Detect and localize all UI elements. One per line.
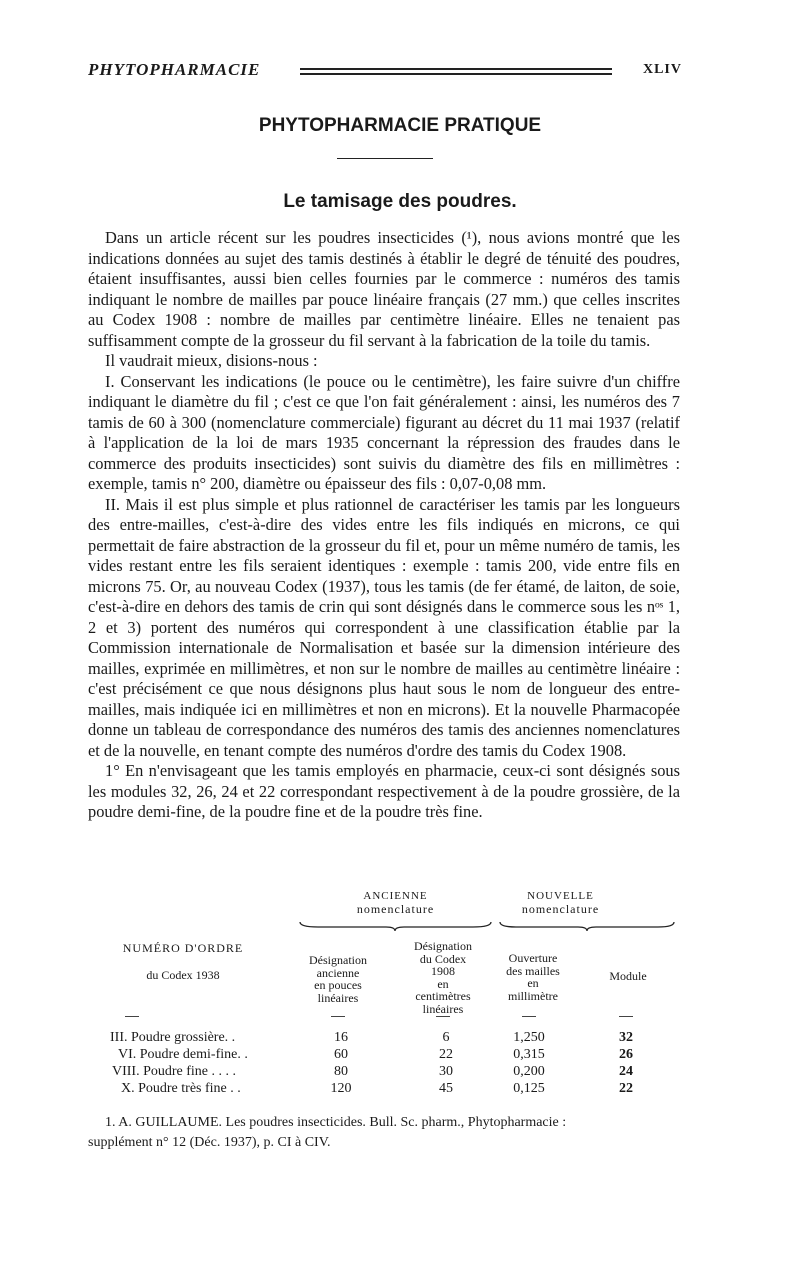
cell-ouverture: 0,200: [513, 1064, 545, 1079]
row-label: III. Poudre grossière. .: [110, 1030, 236, 1045]
row-label: X. Poudre très fine . .: [121, 1081, 241, 1096]
column-dash: [331, 1016, 345, 1017]
paragraph-point-one: I. Conservant les indications (le pouce ou le centimètre), les faire suivre d'un chiffre indiquant le diamètre du fil ; c'est ce que l'on fait généralement : ainsi, les numéros des 7 tamis de 60 à 300 (nomenclature commerciale) figurant au décret du 11 mai 1937 (relatif à l'application de la loi de mars 1935 concernant la répression des fraudes dans le commerce des produits insecticides) sont suivis du diamètre des fils en millimètres : exemple, tamis n° 200, diamètre ou épaisseur des fils : 0,07-0,08 mm.: [88, 371, 680, 493]
running-header: [88, 60, 682, 84]
column-dash: [436, 1016, 450, 1017]
column-dash: [125, 1016, 139, 1017]
brace-nouvelle: [498, 920, 676, 932]
cell-module: 26: [619, 1047, 633, 1062]
cell-codex: 6: [442, 1030, 450, 1045]
footnote: [88, 1113, 680, 1153]
cell-codex: 22: [439, 1047, 453, 1062]
article-body: [88, 228, 680, 823]
column-header-numero-ordre: NUMÉRO D'ORDRE du Codex 1938: [122, 941, 244, 982]
table-row: [88, 1081, 680, 1098]
paragraph-modules: 1° En n'envisageant que les tamis employés en pharmacie, ceux-ci sont désignés sous les modules 32, 26, 24 et 22 correspondant respectivement à de la poudre grossière, de la poudre demi-fine, de la poudre fine et de la poudre très fine.: [88, 761, 680, 821]
group-header-ancienne: ANCIENNE nomenclature: [356, 890, 435, 916]
row-label: VIII. Poudre fine . . . .: [112, 1064, 237, 1079]
cell-module: 24: [619, 1064, 633, 1079]
cell-module: 22: [619, 1081, 633, 1096]
brace-ancienne: [298, 920, 493, 932]
article-subtitle: Le tamisage des poudres.: [283, 191, 517, 212]
header-double-rule: [300, 68, 612, 75]
column-dash: [522, 1016, 536, 1017]
cell-pouces: 120: [330, 1081, 352, 1096]
cell-codex: 30: [439, 1064, 453, 1079]
cell-pouces: 80: [334, 1064, 348, 1079]
paragraph-proposal: Il vaudrait mieux, disions-nous :: [105, 351, 318, 370]
cell-module: 32: [619, 1030, 633, 1045]
group-header-nouvelle: NOUVELLE nomenclature: [521, 890, 600, 916]
footnote-line: 1. A. GUILLAUME. Les poudres insecticides. Bull. Sc. pharm., Phytopharmacie :: [105, 1115, 567, 1130]
column-header-codex: Désignation du Codex 1908 en centimètres linéaires: [414, 939, 472, 1016]
paragraph-point-two: II. Mais il est plus simple et plus rationnel de caractériser les tamis par les longueurs des entre-mailles, c'est-à-dire des vides entre les fils indiqués en microns, ce qui permettait de faire abstraction de la grosseur du fil et, pour un même numéro de tamis, les vides restant entre les fils seraient identiques : exemple : tamis 200, vide entre fils en microns 75. Or, au nouveau Codex (1937), tous les tamis (de fer étamé, de laiton, de soie, c'est-à-dire en dehors des tamis de crin qui sont désignés dans le commerce sous les nᵒˢ 1, 2 et 3) portent des numéros qui correspondent à une classification établie par la Commission internationale de Normalisation et basée sur la dimension intérieure des mailles, exprimée en millimètres, et non sur le nombre de mailles au centimètre linéaire : c'est précisément ce que nous désignons plus haut sous le nom de longueur des entre-mailles, mais indiquée ici en millimètres et non en microns). Et la nouvelle Pharmacopée donne un tableau de correspondance des numéros des tamis des anciennes nomenclatures et de la nouvelle, en tenant compte des numéros d'ordre des tamis du Codex 1908.: [88, 494, 680, 760]
cell-ouverture: 0,125: [513, 1081, 545, 1096]
column-header-module: Module: [609, 969, 647, 983]
cell-pouces: 16: [334, 1030, 348, 1045]
table-row: [88, 1030, 680, 1047]
cell-pouces: 60: [334, 1047, 348, 1062]
cell-codex: 45: [439, 1081, 453, 1096]
column-dash: [619, 1016, 633, 1017]
footnote-line: supplément n° 12 (Déc. 1937), p. CI à CIV.: [88, 1135, 331, 1150]
running-header-title: PHYTOPHARMACIE: [88, 60, 261, 79]
table-row: [88, 1047, 680, 1064]
title-divider: [337, 158, 433, 159]
table-row: [88, 1064, 680, 1081]
page-title: PHYTOPHARMACIE PRATIQUE: [258, 115, 542, 136]
cell-ouverture: 1,250: [513, 1030, 545, 1045]
cell-ouverture: 0,315: [513, 1047, 545, 1062]
page-number: XLIV: [642, 62, 682, 77]
column-header-ouverture: Ouverture des mailles en millimètre: [506, 951, 560, 1003]
row-label: VI. Poudre demi-fine. .: [118, 1047, 248, 1062]
paragraph-intro: Dans un article récent sur les poudres insecticides (¹), nous avions montré que les indications données au sujet des tamis destinés à établir le degré de ténuité des poudres, étaient insuffisantes, aussi bien celles fournies par le commerce : numéros des tamis indiquant le nombre de mailles par pouce linéaire français (27 mm.) que celles inscrites au Codex 1908 : nombre de mailles par centimètre linéaire. Elles ne tenaient pas suffisamment compte de la grosseur du fil servant à la fabrication de la toile du tamis.: [88, 228, 680, 350]
column-header-pouces: Désignation ancienne en pouces linéaires: [309, 953, 367, 1005]
